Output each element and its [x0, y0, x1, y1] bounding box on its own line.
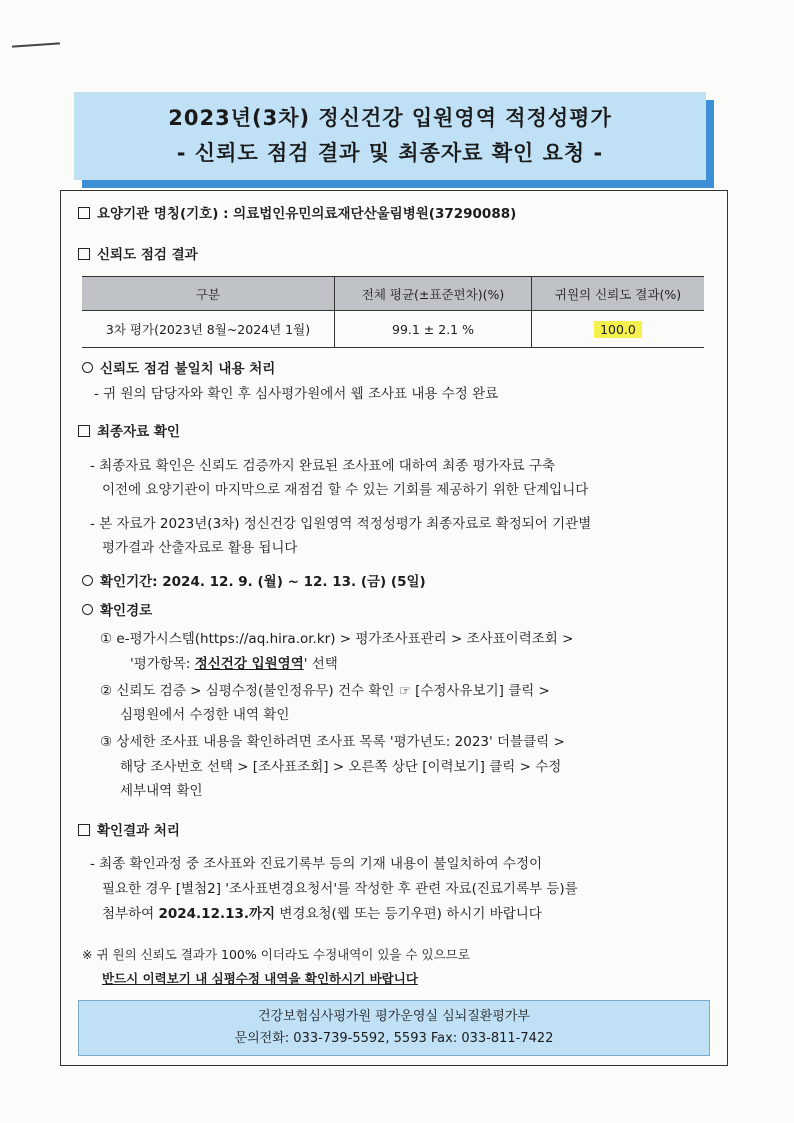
route1-prefix: '평가항목:	[130, 656, 195, 672]
route2-line2: 심평원에서 수정한 내역 확인	[120, 707, 290, 723]
table-header: 전체 평균(±표준편차)(%)	[335, 277, 532, 311]
result-handling-line1: - 최종 확인과정 중 조사표와 진료기록부 등의 기재 내용이 불일치하여 수정이	[90, 856, 543, 872]
result-handling-line2: 필요한 경우 [별첨2] '조사표변경요청서'를 작성한 후 관련 자료(진료기록부 등)를	[102, 881, 578, 897]
final-check-p2-line1: - 본 자료가 2023년(3차) 정신건강 입원영역 적정성평가 최종자료로 확정되어 기관별	[90, 516, 592, 532]
checkbox-square-icon	[78, 207, 90, 219]
checkbox-square-icon	[78, 248, 90, 260]
result-handling-heading	[78, 822, 180, 840]
title-line-2: - 신뢰도 점검 결과 및 최종자료 확인 요청 -	[176, 141, 604, 165]
final-check-heading	[78, 423, 180, 441]
checkbox-square-icon	[78, 425, 90, 437]
result-handling-line3	[102, 905, 542, 923]
table-header: 구분	[82, 277, 335, 311]
institution-value: 의료법인유민의료재단산울림병원(37290088)	[233, 206, 517, 222]
result-highlight: 100.0	[594, 321, 642, 338]
footer-contact-box	[78, 1000, 710, 1056]
footer-dept: 건강보험심사평가원 평가운영실 심뇌질환평가부	[258, 1009, 530, 1024]
reliability-table	[82, 276, 704, 348]
result-handling-prefix: 첨부하여	[102, 906, 159, 922]
route3-line1: ③ 상세한 조사표 내용을 확인하려면 조사표 목록 '평가년도: 2023' 더블클릭 >	[100, 734, 565, 750]
check-period-text: 확인기간: 2024. 12. 9. (월) ~ 12. 13. (금) (5일)	[100, 574, 426, 590]
deadline-date: 2024.12.13.까지	[158, 906, 276, 922]
institution-label: 요양기관 명칭(기호) :	[97, 206, 229, 222]
route1-line1: ① e-평가시스템(https://aq.hira.or.kr) > 평가조사표관리 > 조사표이력조회 >	[100, 631, 574, 647]
mismatch-text: - 귀 원의 담당자와 확인 후 심사평가원에서 웹 조사표 내용 수정 완료	[94, 386, 499, 402]
mismatch-heading	[82, 360, 275, 378]
route1-line2	[130, 655, 338, 673]
checkbox-square-icon	[78, 824, 90, 836]
final-check-p2-line2: 평가결과 산출자료로 활용 됩니다	[102, 540, 298, 556]
route-heading-text: 확인경로	[100, 603, 153, 619]
route-heading	[82, 602, 152, 620]
reliability-heading-text: 신뢰도 점검 결과	[97, 247, 198, 263]
note-line2: 반드시 이력보기 내 심평수정 내역을 확인하시기 바랍니다	[102, 971, 418, 986]
circle-bullet-icon	[82, 362, 93, 373]
check-period	[82, 573, 426, 591]
route1-suffix: ' 선택	[303, 656, 338, 672]
table-header-row	[82, 277, 704, 311]
table-cell-average: 99.1 ± 2.1 %	[335, 311, 532, 348]
table-cell-period: 3차 평가(2023년 8월~2024년 1월)	[82, 311, 335, 348]
note-line1: ※ 귀 원의 신뢰도 결과가 100% 이더라도 수정내역이 있을 수 있으므로	[82, 947, 470, 962]
final-check-p1-line2: 이전에 요양기관이 마지막으로 재점검 할 수 있는 기회를 제공하기 위한 단계입니다	[102, 482, 589, 498]
route3-line3: 세부내역 확인	[120, 783, 203, 799]
circle-bullet-icon	[82, 604, 93, 615]
footer-contact: 문의전화: 033-739-5592, 5593 Fax: 033-811-7422	[234, 1031, 554, 1046]
title-banner	[74, 92, 706, 180]
table-cell-result	[532, 311, 705, 348]
table-header: 귀원의 신뢰도 결과(%)	[532, 277, 705, 311]
route2-line1: ② 신뢰도 검증 > 심평수정(불인정유무) 건수 확인 ☞ [수정사유보기] 클릭 >	[100, 683, 550, 699]
scan-mark	[12, 42, 60, 47]
title-line-1: 2023년(3차) 정신건강 입원영역 적정성평가	[168, 106, 612, 130]
final-check-heading-text: 최종자료 확인	[97, 424, 180, 440]
table-row	[82, 311, 704, 348]
title-box	[74, 92, 706, 180]
result-handling-suffix: 변경요청(웹 또는 등기우편) 하시기 바랍니다	[275, 906, 542, 922]
route3-line2: 해당 조사번호 선택 > [조사표조회] > 오른쪽 상단 [이력보기] 클릭 > 수정	[120, 759, 562, 775]
circle-bullet-icon	[82, 575, 93, 586]
final-check-p1-line1: - 최종자료 확인은 신뢰도 검증까지 완료된 조사표에 대하여 최종 평가자료 구축	[90, 458, 556, 474]
institution-row	[78, 205, 516, 223]
result-handling-heading-text: 확인결과 처리	[97, 823, 180, 839]
reliability-heading	[78, 246, 198, 264]
mismatch-heading-text: 신뢰도 점검 불일치 내용 처리	[100, 361, 276, 377]
route1-target: 정신건강 입원영역	[194, 656, 304, 672]
